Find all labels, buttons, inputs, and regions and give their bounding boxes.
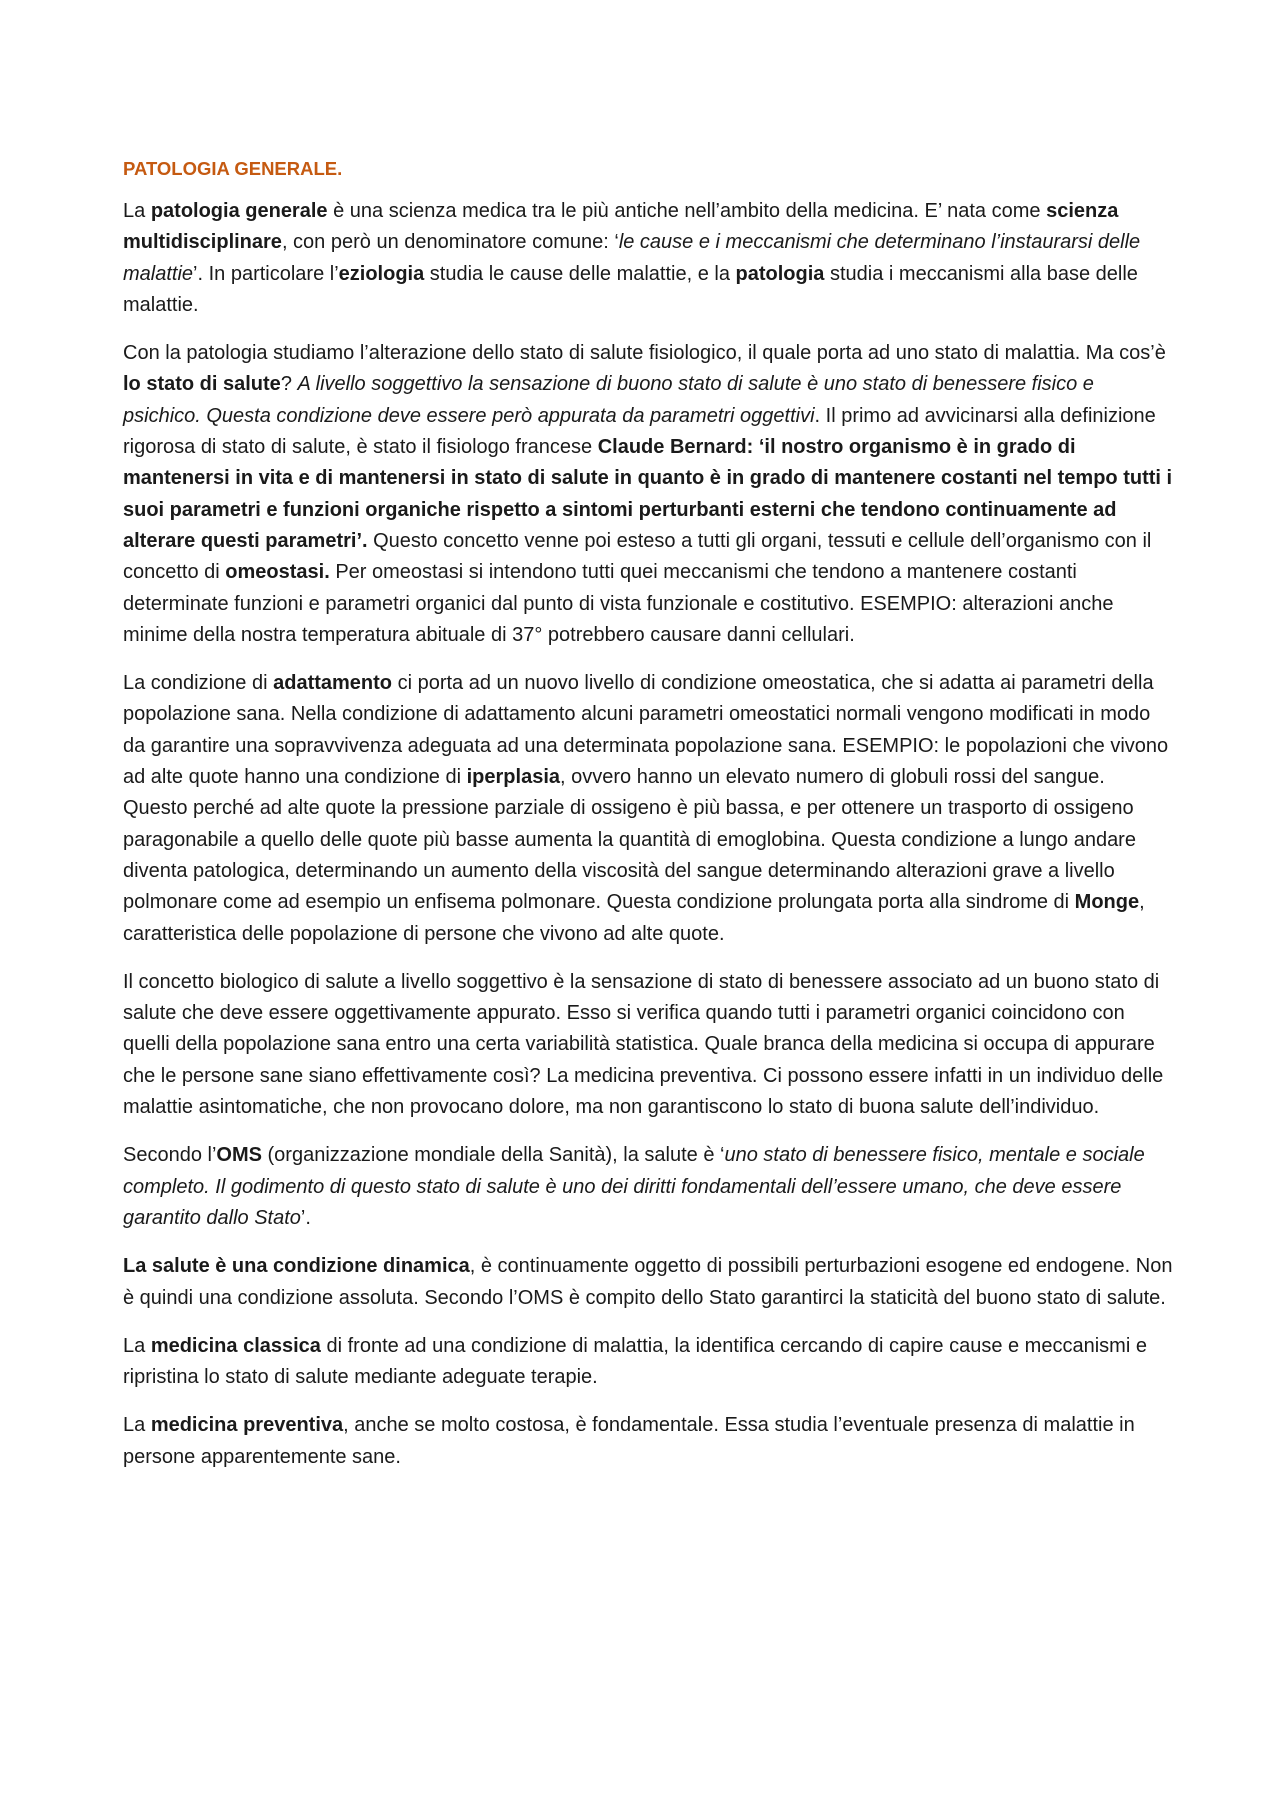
bold-run: Claude Bernard: ‘il nostro organismo è in grado di mantenersi in vita e di mantenersi in stato di salute in quanto è in grado di mantenere costanti nel tempo tutti i suoi parametri e funzioni organiche rispetto a sintomi perturbanti esterni che tendono continuamente ad alterare questi parametri’. [123,436,1173,552]
text-run: ’. In particolare l’ [193,262,339,285]
bold-run: omeostasi. [225,561,330,584]
text-run: Secondo l’ [123,1144,217,1167]
bold-run: OMS [216,1144,262,1167]
text-run: La [123,1334,151,1357]
bold-run: adattamento [273,672,393,695]
paragraph-concetto-biologico [123,967,1173,1123]
text-run: , anche se molto costosa, è fondamentale. Essa studia l’eventuale presenza di malattie in persone apparentemente sane. [123,1414,1135,1468]
text-run: ? [280,373,298,396]
paragraph-medicina-preventiva [123,1410,1173,1473]
bold-run: patologia generale [150,200,328,222]
bold-run: lo stato di salute [123,373,281,396]
text-run: ci porta ad un nuovo livello di condizione omeostatica, che si adatta ai parametri della popolazione sana. Nella condizione di adattamento alcuni parametri omeostatici normali vengono modificati in modo da garantire una sopravvivenza adeguata ad una determinata popolazione sana. ESEMPIO: le popolazioni che vivono ad alte quote hanno una condizione di [123,672,1169,789]
paragraph-condizione-dinamica [123,1251,1173,1314]
paragraph-stato-di-salute [123,338,1173,651]
bold-run: patologia [735,262,825,285]
italic-run: le cause e i meccanismi che determinano l’instaurarsi delle malattie [123,231,1141,285]
paragraph-medicina-classica [123,1331,1173,1394]
text-run: Questo concetto venne poi esteso a tutti gli organi, tessuti e cellule dell’organismo con il concetto di [123,529,1152,584]
text-run: , con però un denominatore comune: ‘ [281,231,619,254]
text-run: studia le cause delle malattie, e la [424,262,736,285]
text-run: (organizzazione mondiale della Sanità), la salute è ‘ [261,1144,725,1167]
text-run: , caratteristica delle popolazione di persone che vivono ad alte quote. [123,891,1145,945]
document-title: PATOLOGIA GENERALE. [123,158,343,179]
text-run: , ovvero hanno un elevato numero di globuli rossi del sangue. Questo perché ad alte quote la pressione parziale di ossigeno è più bassa, e per ottenere un trasporto di ossigeno paragonabile a quello delle quote più basse aumenta la quantità di emoglobina. Questa condizione a lungo andare diventa patologica, determinando un aumento della viscosità del sangue determinando alterazioni grave a livello polmonare come ad esempio un enfisema polmonare. Questa condizione prolungata porta alla sindrome di [123,766,1136,914]
bold-run: medicina preventiva [150,1414,344,1437]
text-run: Il concetto biologico di salute a livello soggettivo è la sensazione di stato di benessere associato ad un buono stato di salute che deve essere oggettivamente appurato. Esso si verifica quando tutti i parametri organici coincidono con quelli della popolazione sana entro una certa variabilità statistica. Quale branca della medicina si occupa di appurare che le persone sane siano effettivamente così? La medicina preventiva. Ci possono essere infatti in un individuo delle malattie asintomatiche, che non provocano dolore, ma non garantiscono lo stato di buona salute dell’individuo. [123,970,1164,1119]
bold-run: iperplasia [466,766,561,789]
text-run: La condizione di [123,672,274,695]
text-run: ’. [300,1206,311,1229]
paragraph-adattamento [123,668,1173,950]
italic-run: uno stato di benessere fisico, mentale e sociale completo. Il godimento di questo stato di salute è uno dei diritti fondamentali dell’essere umano, che deve essere garantito dallo Stato [123,1144,1145,1229]
document-page [123,154,1173,1490]
bold-run: Monge [1074,891,1140,914]
text-run: di fronte ad una condizione di malattia, la identifica cercando di capire cause e meccanismi e ripristina lo stato di salute mediante adeguate terapie. [123,1334,1147,1389]
text-run: . Il primo ad avvicinarsi alla definizione rigorosa di stato di salute, è stato il fisiologo francese [123,404,1156,459]
text-run: è una scienza medica tra le più antiche nell’ambito della medicina. E’ nata come [327,200,1047,222]
bold-run: scienza multidisciplinare [123,200,1119,254]
text-run: Con la patologia studiamo l’alterazione dello stato di salute fisiologico, il quale porta ad uno stato di malattia. Ma cos’è [123,342,1166,365]
text-run: , è continuamente oggetto di possibili perturbazioni esogene ed endogene. Non è quindi una condizione assoluta. Secondo l’OMS è compito dello Stato garantirci la staticità del buono stato di salute. [123,1255,1173,1309]
paragraph-intro [123,196,1173,321]
paragraph-oms [123,1140,1173,1234]
text-run: Per omeostasi si intendono tutti quei meccanismi che tendono a mantenere costanti determinate funzioni e parametri organici dal punto di vista funzionale e costitutivo. ESEMPIO: alterazioni anche minime della nostra temperatura abituale di 37° potrebbero causare danni cellulari. [123,561,1114,646]
bold-run: La salute è una condizione dinamica [123,1255,470,1278]
text-run: La [123,1414,151,1437]
bold-run: medicina classica [150,1334,321,1357]
text-run: La [123,200,151,222]
bold-run: eziologia [338,262,425,285]
italic-run: A livello soggettivo la sensazione di buono stato di salute è uno stato di benessere fisico e psichico. Questa condizione deve essere però appurata da parametri oggettivi [123,373,1094,427]
text-run: studia i meccanismi alla base delle malattie. [123,262,1138,316]
